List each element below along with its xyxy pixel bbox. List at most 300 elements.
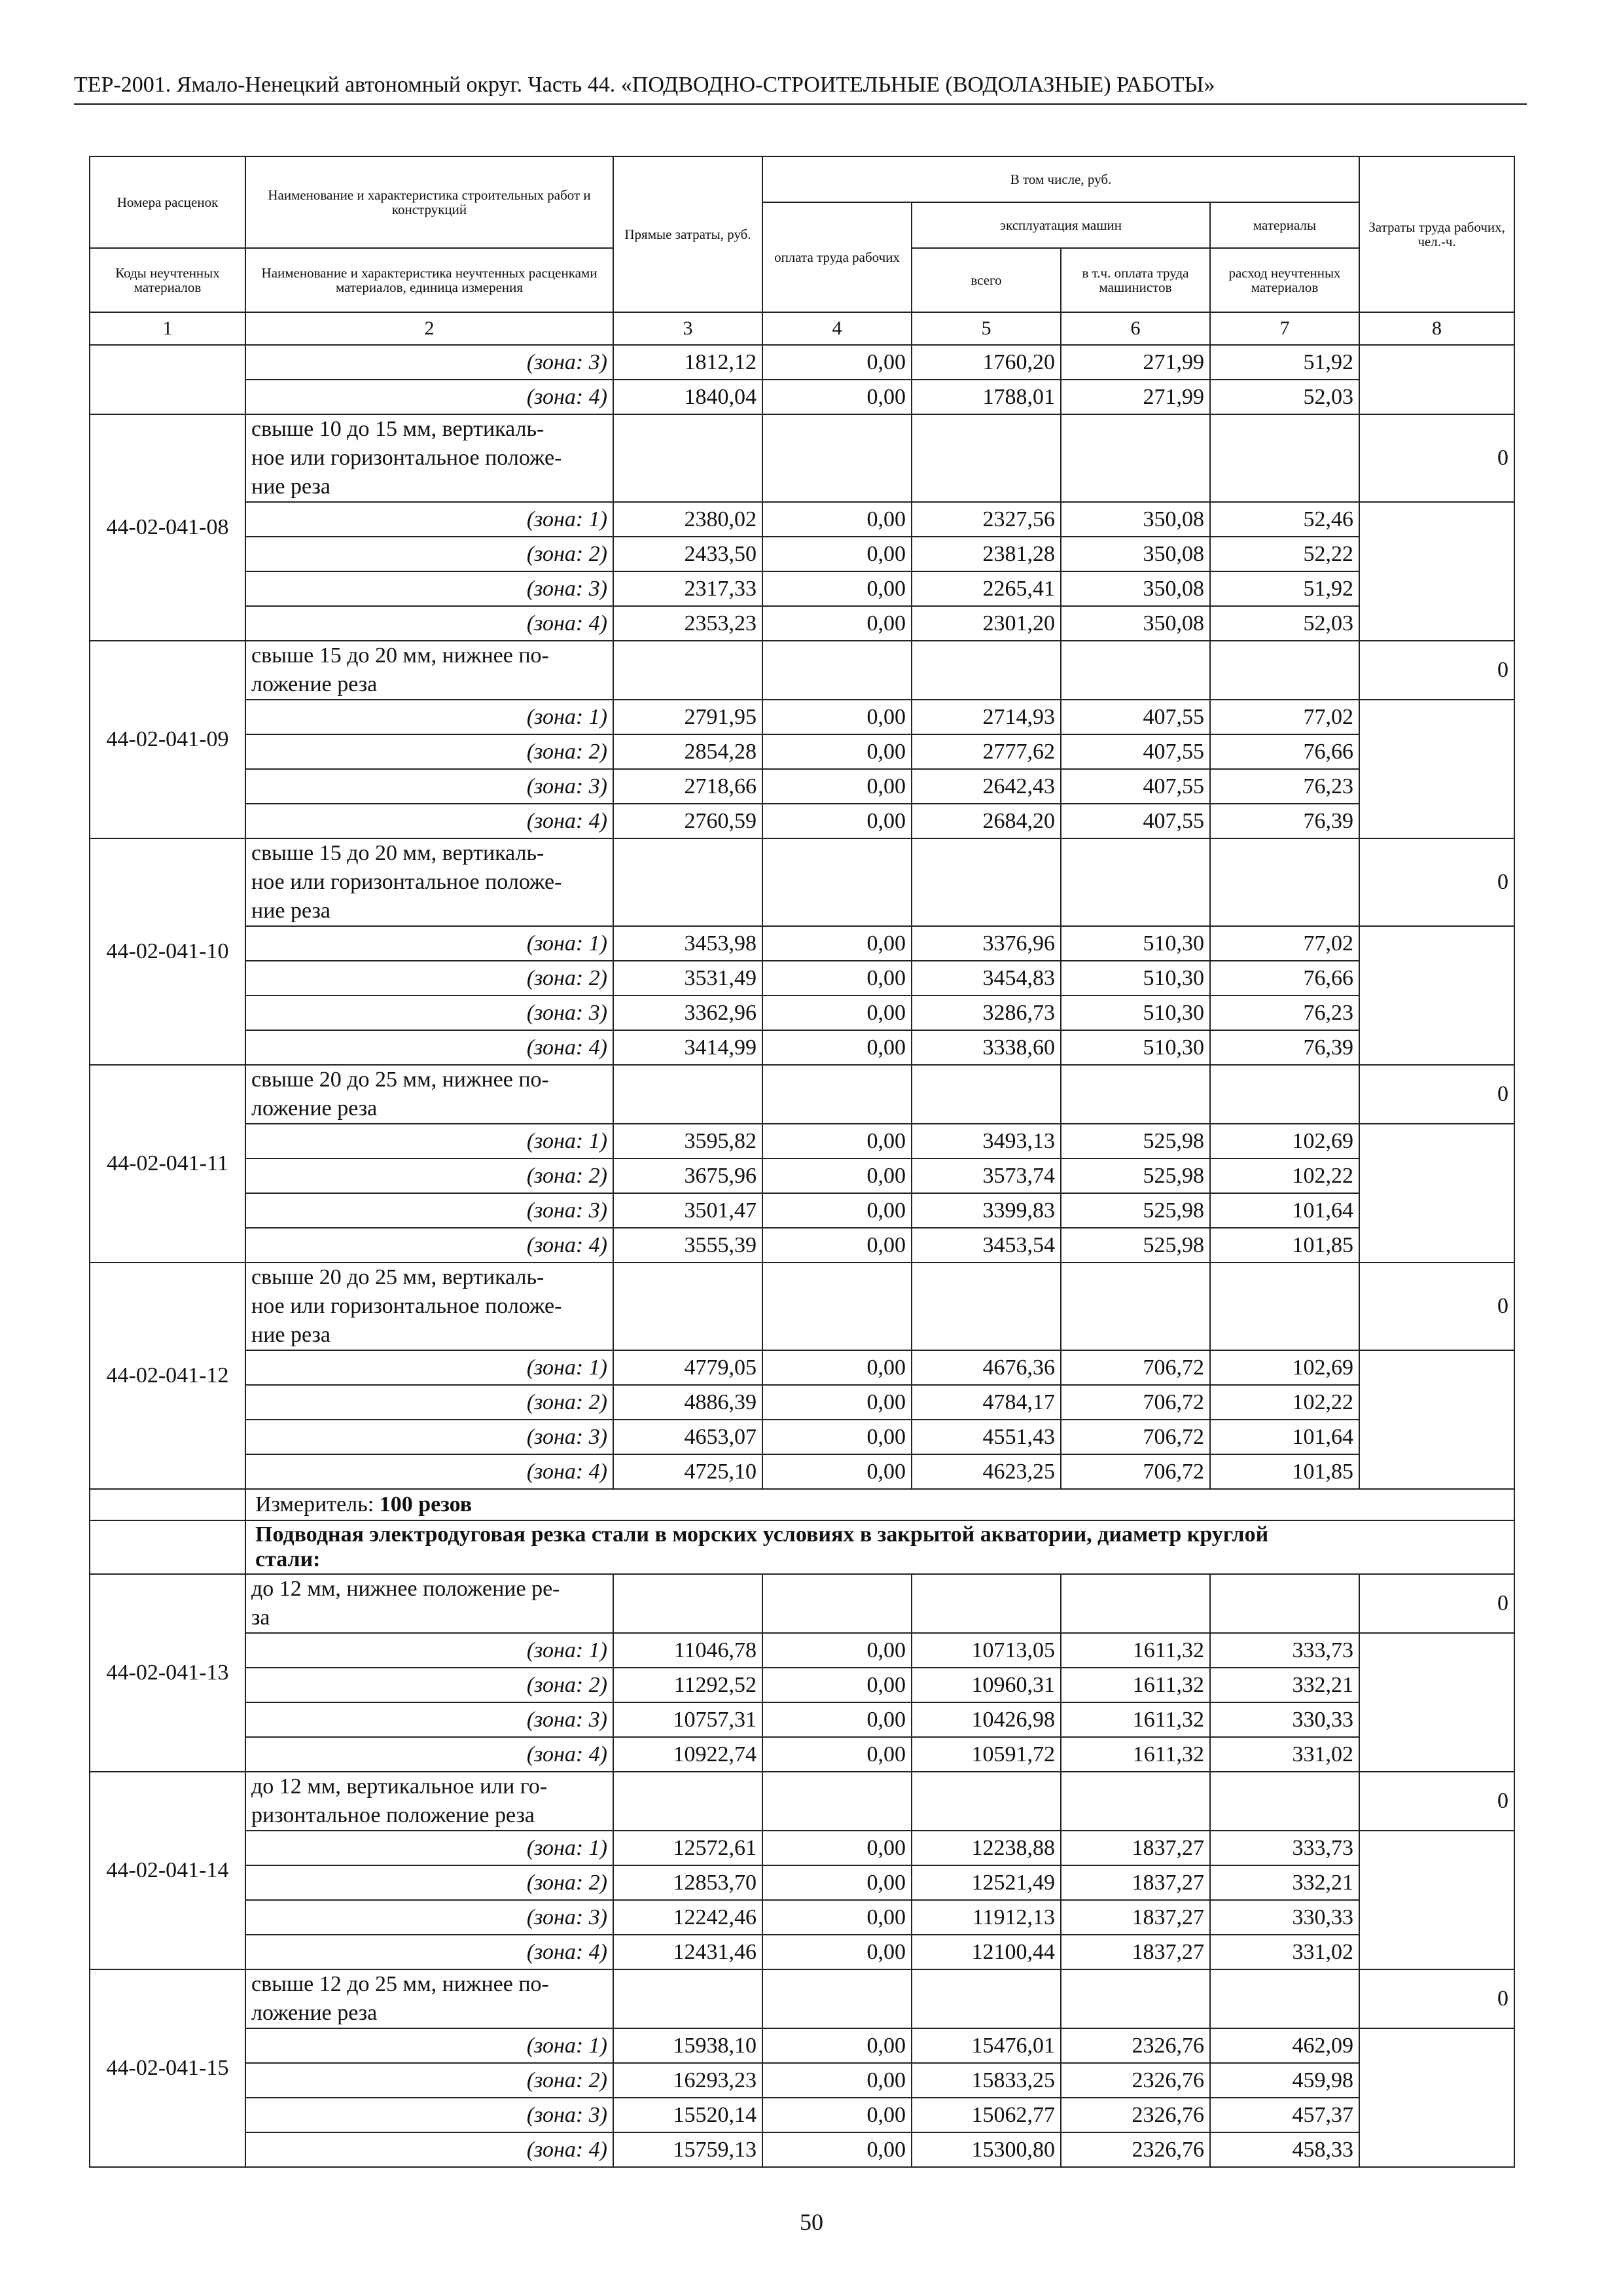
rate-title-row [90,897,1514,926]
cost-value: 12853,70 [613,1865,762,1900]
cost-value: 52,03 [1210,380,1359,414]
cost-value: 4653,07 [613,1420,762,1454]
empty-cell [1210,1801,1359,1831]
empty-cell [762,1574,912,1604]
cost-value: 333,73 [1210,1831,1359,1865]
column-number: 4 [762,312,912,345]
empty-cell [1210,868,1359,897]
cost-value: 0,00 [762,1900,912,1935]
zone-row [90,1420,1514,1454]
cost-value: 3362,96 [613,996,762,1030]
rate-title-row [90,1999,1514,2028]
zone-label: (зона: 4) [245,1454,613,1489]
zone-row [90,2063,1514,2098]
empty-cell [762,1065,912,1094]
cost-value: 1611,32 [1061,1668,1210,1702]
cost-value: 706,72 [1061,1420,1210,1454]
cost-value: 330,33 [1210,1900,1359,1935]
cost-value: 350,08 [1061,502,1210,537]
empty-cell [762,1094,912,1124]
zone-row [90,537,1514,571]
unit-prefix: Измеритель: [255,1492,380,1516]
cost-value: 525,98 [1061,1193,1210,1228]
cost-value: 0,00 [762,606,912,641]
section-title-line: стали: [255,1547,321,1571]
zone-row [90,1228,1514,1263]
cost-value: 2791,95 [613,700,762,734]
cost-value: 1840,04 [613,380,762,414]
empty-cell [613,1292,762,1321]
empty-cell [912,1321,1061,1350]
zone-label: (зона: 4) [245,1030,613,1065]
column-number: 7 [1210,312,1359,345]
zone-label: (зона: 2) [245,1668,613,1702]
cost-value: 1788,01 [912,380,1061,414]
labor-hours: 0 [1359,641,1514,700]
rate-name-line: свыше 12 до 25 мм, нижнее по- [245,1969,613,1999]
empty-cell [613,1969,762,1999]
empty-cell [912,473,1061,502]
cost-value: 525,98 [1061,1124,1210,1158]
cost-value: 12572,61 [613,1831,762,1865]
empty-cell [1061,641,1210,670]
zone-row [90,380,1514,414]
cost-value: 0,00 [762,2132,912,2167]
cost-value: 0,00 [762,804,912,838]
cost-value: 77,02 [1210,700,1359,734]
zone-row [90,1124,1514,1158]
cost-value: 76,66 [1210,961,1359,996]
zone-label: (зона: 1) [245,502,613,537]
empty-cell [1210,1604,1359,1633]
cost-value: 4779,05 [613,1350,762,1385]
cost-value: 101,85 [1210,1228,1359,1263]
empty-cell [613,1801,762,1831]
zone-row [90,1633,1514,1668]
empty-cell [1061,1574,1210,1604]
empty-cell [912,897,1061,926]
empty-cell [613,1604,762,1633]
cost-value: 2326,76 [1061,2063,1210,2098]
empty-cell [1061,1065,1210,1094]
empty-cell [762,1604,912,1633]
zone-row [90,1193,1514,1228]
rates-block-2 [90,1574,1514,2167]
empty-cell [613,473,762,502]
cost-value: 462,09 [1210,2028,1359,2063]
header-operator-pay: в т.ч. оплата труда машинистов [1061,248,1210,312]
zone-label: (зона: 1) [245,2028,613,2063]
cost-value: 10757,31 [613,1702,762,1737]
rate-title-row [90,868,1514,897]
column-numbers-row [90,312,1514,345]
cost-value: 101,85 [1210,1454,1359,1489]
cost-value: 10713,05 [912,1633,1061,1668]
rate-title-row [90,838,1514,868]
empty-cell [613,1574,762,1604]
rate-title-row [90,1969,1514,1999]
cost-value: 3454,83 [912,961,1061,996]
cost-value: 1760,20 [912,345,1061,380]
empty-cell [1061,1292,1210,1321]
labor-cell [1359,926,1514,1065]
empty-cell [1210,473,1359,502]
cost-value: 331,02 [1210,1935,1359,1969]
cost-value: 0,00 [762,1124,912,1158]
zone-row [90,961,1514,996]
labor-cell [1359,1633,1514,1772]
rate-name-line: ложение реза [245,1094,613,1124]
unit-value: 100 резов [379,1492,473,1516]
zone-row [90,1668,1514,1702]
empty-cell [613,1065,762,1094]
zone-row [90,2098,1514,2132]
empty-cell [912,1772,1061,1801]
column-number: 2 [245,312,613,345]
empty-cell [613,1263,762,1292]
zone-row [90,502,1514,537]
unit-section [90,1489,1514,1574]
cost-value: 407,55 [1061,700,1210,734]
cost-value: 3573,74 [912,1158,1061,1193]
table-header [90,156,1514,345]
cost-value: 11292,52 [613,1668,762,1702]
rate-title-row [90,414,1514,444]
empty-cell [1210,414,1359,444]
cost-value: 0,00 [762,1454,912,1489]
header-direct-costs: Прямые затраты, руб. [613,156,762,312]
empty-cell [1061,670,1210,700]
empty-cell [762,897,912,926]
cost-value: 10922,74 [613,1737,762,1772]
labor-hours: 0 [1359,838,1514,926]
zone-row [90,700,1514,734]
rate-name-line: свыше 20 до 25 мм, вертикаль- [245,1263,613,1292]
cost-value: 11912,13 [912,1900,1061,1935]
rate-name-line: ние реза [245,1321,613,1350]
rate-name-line: ние реза [245,897,613,926]
cost-value: 2854,28 [613,734,762,769]
cost-value: 12242,46 [613,1900,762,1935]
header-including: В том числе, руб. [762,156,1359,202]
section-title-line: Подводная электродуговая резка стали в морских условиях в закрытой акватории, диаметр круглой [255,1522,1269,1547]
empty-cell [1210,1292,1359,1321]
empty-cell [1210,1574,1359,1604]
rate-name-line: свыше 10 до 15 мм, вертикаль- [245,414,613,444]
empty-cell [912,444,1061,473]
empty-cell [1061,897,1210,926]
rate-name-line: до 12 мм, вертикальное или го- [245,1772,613,1801]
cost-value: 0,00 [762,1193,912,1228]
header-material-names: Наименование и характеристика неучтенных расценками материалов, единица измерения [245,248,613,312]
empty-cell [912,1604,1061,1633]
empty-cell [762,1321,912,1350]
unit-label [245,1489,1514,1520]
rate-title-row [90,641,1514,670]
column-number: 1 [90,312,245,345]
zone-label: (зона: 3) [245,1702,613,1737]
rates-block-1 [90,414,1514,1489]
cost-value: 510,30 [1061,1030,1210,1065]
empty-cell [1061,1772,1210,1801]
cost-value: 2326,76 [1061,2028,1210,2063]
cost-value: 0,00 [762,996,912,1030]
empty-cell [912,1263,1061,1292]
zone-label: (зона: 1) [245,926,613,961]
empty-cell [1210,1969,1359,1999]
cost-value: 102,69 [1210,1124,1359,1158]
zone-label: (зона: 1) [245,1124,613,1158]
cost-value: 4676,36 [912,1350,1061,1385]
cost-value: 15300,80 [912,2132,1061,2167]
cost-value: 3501,47 [613,1193,762,1228]
cost-value: 0,00 [762,2028,912,2063]
cost-value: 3555,39 [613,1228,762,1263]
empty-cell [613,444,762,473]
cost-value: 3453,54 [912,1228,1061,1263]
cost-value: 510,30 [1061,996,1210,1030]
rate-title-row [90,1065,1514,1094]
rate-name-line: ложение реза [245,670,613,700]
empty-cell [1061,1604,1210,1633]
cost-value: 0,00 [762,1668,912,1702]
cost-value: 1611,32 [1061,1633,1210,1668]
zone-label: (зона: 3) [245,1900,613,1935]
empty-cell [912,414,1061,444]
column-number: 6 [1061,312,1210,345]
cost-value: 15759,13 [613,2132,762,2167]
empty-cell [613,641,762,670]
cost-value: 76,39 [1210,1030,1359,1065]
zone-label: (зона: 2) [245,961,613,996]
cost-value: 1812,12 [613,345,762,380]
zone-row [90,345,1514,380]
rate-code: 44-02-041-13 [90,1574,245,1772]
empty-cell [613,838,762,868]
empty-cell [762,1772,912,1801]
cost-value: 2327,56 [912,502,1061,537]
zone-row [90,1935,1514,1969]
zone-row [90,1702,1514,1737]
empty-cell [762,868,912,897]
empty-cell [613,1772,762,1801]
empty-cell [1210,838,1359,868]
cost-value: 706,72 [1061,1385,1210,1420]
cost-value: 510,30 [1061,926,1210,961]
zone-label: (зона: 1) [245,1350,613,1385]
rate-title-row [90,444,1514,473]
header-material-consumption: расход неучтенных материалов [1210,248,1359,312]
zone-row [90,571,1514,606]
cost-value: 3338,60 [912,1030,1061,1065]
cost-value: 2760,59 [613,804,762,838]
zone-row [90,734,1514,769]
empty-cell [1061,1263,1210,1292]
zone-row [90,1385,1514,1420]
cost-value: 350,08 [1061,537,1210,571]
empty-cell [613,670,762,700]
zone-label: (зона: 4) [245,2132,613,2167]
zone-row [90,1737,1514,1772]
cost-value: 4725,10 [613,1454,762,1489]
cost-value: 2326,76 [1061,2132,1210,2167]
cost-value: 0,00 [762,1831,912,1865]
labor-cell [1359,1350,1514,1489]
cost-value: 3399,83 [912,1193,1061,1228]
cost-value: 706,72 [1061,1454,1210,1489]
cost-value: 0,00 [762,571,912,606]
cost-value: 4623,25 [912,1454,1061,1489]
header-labor-hours: Затраты труда рабочих, чел.-ч. [1359,156,1514,312]
cost-value: 3414,99 [613,1030,762,1065]
cost-value: 2380,02 [613,502,762,537]
cost-value: 510,30 [1061,961,1210,996]
labor-cell [1359,2028,1514,2167]
rate-name-line: ложение реза [245,1999,613,2028]
empty-cell [1061,1999,1210,2028]
zone-label: (зона: 3) [245,996,613,1030]
zone-label: (зона: 3) [245,2098,613,2132]
cost-value: 0,00 [762,1702,912,1737]
zone-row [90,1158,1514,1193]
cost-value: 10591,72 [912,1737,1061,1772]
cost-value: 102,69 [1210,1350,1359,1385]
zone-label: (зона: 2) [245,1385,613,1420]
cost-value: 0,00 [762,345,912,380]
zone-label: (зона: 3) [245,1193,613,1228]
cost-value: 3531,49 [613,961,762,996]
empty-cell [1210,1094,1359,1124]
zone-row [90,769,1514,804]
cost-value: 76,23 [1210,769,1359,804]
cost-value: 0,00 [762,1935,912,1969]
empty-cell [762,838,912,868]
empty-cell [1061,1801,1210,1831]
empty-cell [762,1999,912,2028]
zone-row [90,2028,1514,2063]
cost-value: 271,99 [1061,380,1210,414]
cost-value: 525,98 [1061,1158,1210,1193]
rate-name-line: ное или горизонтальное положе- [245,868,613,897]
rate-title-row [90,1604,1514,1633]
cost-value: 0,00 [762,961,912,996]
cost-value: 102,22 [1210,1158,1359,1193]
rate-code-cell [90,345,245,414]
empty-cell [1061,414,1210,444]
cost-value: 12100,44 [912,1935,1061,1969]
rate-name-line: за [245,1604,613,1633]
cost-value: 4784,17 [912,1385,1061,1420]
zone-label: (зона: 3) [245,345,613,380]
empty-cell [1210,670,1359,700]
labor-cell [1359,345,1514,414]
empty-cell [1061,838,1210,868]
cost-value: 330,33 [1210,1702,1359,1737]
zone-label: (зона: 3) [245,769,613,804]
zone-label: (зона: 1) [245,1831,613,1865]
rates-table [89,156,1515,2168]
cost-value: 10960,31 [912,1668,1061,1702]
empty-cell [1210,1321,1359,1350]
empty-cell [912,1574,1061,1604]
carry-over-rows [90,345,1514,414]
zone-row [90,1865,1514,1900]
cost-value: 76,66 [1210,734,1359,769]
header-work-name: Наименование и характеристика строительных работ и конструкций [245,156,613,248]
labor-hours: 0 [1359,1772,1514,1831]
cost-value: 0,00 [762,537,912,571]
cost-value: 76,23 [1210,996,1359,1030]
empty-cell [912,1094,1061,1124]
rate-code: 44-02-041-08 [90,414,245,641]
labor-hours: 0 [1359,1969,1514,2028]
rate-code: 44-02-041-09 [90,641,245,838]
cost-value: 3453,98 [613,926,762,961]
cost-value: 333,73 [1210,1633,1359,1668]
cost-value: 15062,77 [912,2098,1061,2132]
empty-cell [1210,444,1359,473]
cost-value: 2326,76 [1061,2098,1210,2132]
zone-row [90,926,1514,961]
rate-title-row [90,1574,1514,1604]
cost-value: 706,72 [1061,1350,1210,1385]
cost-value: 407,55 [1061,734,1210,769]
cost-value: 1837,27 [1061,1831,1210,1865]
empty-cell [1210,1263,1359,1292]
cost-value: 0,00 [762,1420,912,1454]
empty-cell [1061,1321,1210,1350]
zone-label: (зона: 4) [245,1228,613,1263]
zone-row [90,1900,1514,1935]
zone-label: (зона: 1) [245,700,613,734]
zone-label: (зона: 2) [245,734,613,769]
cost-value: 101,64 [1210,1420,1359,1454]
rate-title-row [90,670,1514,700]
cost-value: 16293,23 [613,2063,762,2098]
empty-cell [762,1801,912,1831]
rate-name-line: ное или горизонтальное положе- [245,1292,613,1321]
cost-value: 331,02 [1210,1737,1359,1772]
cost-value: 457,37 [1210,2098,1359,2132]
cost-value: 0,00 [762,1633,912,1668]
cost-value: 51,92 [1210,571,1359,606]
cost-value: 0,00 [762,380,912,414]
rate-name-line: свыше 15 до 20 мм, вертикаль- [245,838,613,868]
empty-cell [912,1999,1061,2028]
cost-value: 0,00 [762,2098,912,2132]
cost-value: 3595,82 [613,1124,762,1158]
cost-value: 10426,98 [912,1702,1061,1737]
cost-value: 2301,20 [912,606,1061,641]
empty-cell [762,444,912,473]
empty-cell [1210,1999,1359,2028]
empty-cell [613,868,762,897]
cost-value: 15833,25 [912,2063,1061,2098]
cost-value: 2777,62 [912,734,1061,769]
section-title [245,1520,1514,1574]
zone-row [90,1030,1514,1065]
cost-value: 4886,39 [613,1385,762,1420]
empty-cell [762,414,912,444]
cost-value: 1611,32 [1061,1737,1210,1772]
rate-name-line: ризонтальное положение реза [245,1801,613,1831]
cost-value: 1837,27 [1061,1865,1210,1900]
zone-label: (зона: 3) [245,1420,613,1454]
zone-label: (зона: 3) [245,571,613,606]
rate-name-line: ное или горизонтальное положе- [245,444,613,473]
rate-title-row [90,1292,1514,1321]
cost-value: 102,22 [1210,1385,1359,1420]
